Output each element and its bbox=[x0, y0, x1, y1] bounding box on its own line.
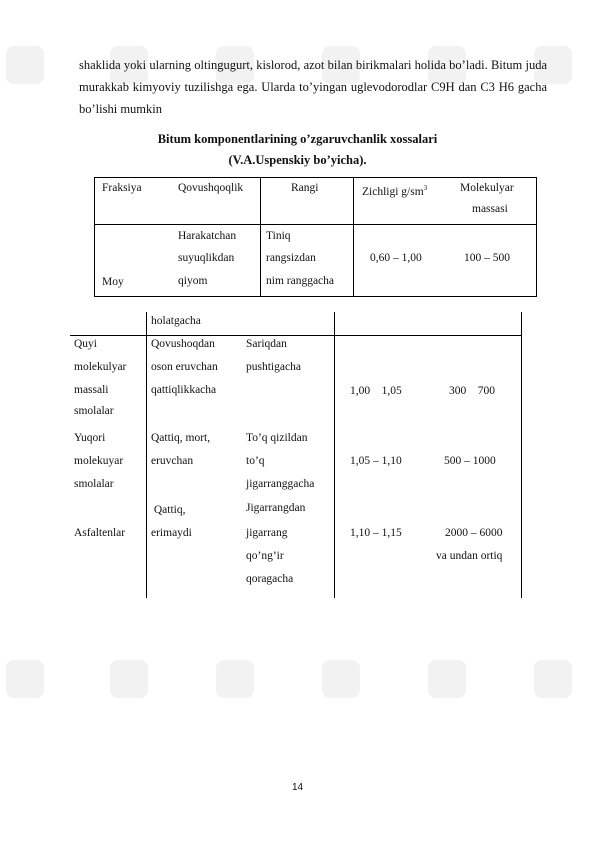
properties-table-continuation bbox=[70, 312, 522, 598]
row2-qov-1: Qattiq, mort, bbox=[151, 432, 211, 444]
row3-qov-2: erimaydi bbox=[151, 527, 192, 539]
row1-zichlik: 1,00 1,05 bbox=[350, 385, 402, 397]
row2-name-2: molekuyar bbox=[74, 455, 124, 467]
row2-name-1: Yuqori bbox=[74, 432, 106, 444]
row3-rang-3: qo’ng’ir bbox=[246, 550, 284, 562]
watermark-square bbox=[428, 660, 466, 698]
row1-qov-1: Qovushoqdan bbox=[151, 338, 215, 350]
cell-holatgacha: holatgacha bbox=[151, 315, 201, 327]
table-column-divider bbox=[260, 178, 261, 296]
table-column-divider bbox=[521, 312, 522, 598]
page-number: 14 bbox=[291, 782, 304, 793]
row-moy-qov-3: qiyom bbox=[178, 275, 208, 287]
row3-rang-2: jigarrang bbox=[246, 527, 288, 539]
properties-table-top bbox=[94, 177, 537, 297]
row2-rang-2: to’q bbox=[246, 455, 265, 467]
row1-qov-2: oson eruvchan bbox=[151, 361, 218, 373]
watermark-square bbox=[110, 660, 148, 698]
row-moy-massa: 100 – 500 bbox=[464, 252, 510, 264]
row3-rang-4: qoragacha bbox=[246, 573, 294, 585]
row1-name-1: Quyi bbox=[74, 338, 97, 350]
header-massasi: massasi bbox=[472, 203, 508, 215]
row-moy-rang-3: nim ranggacha bbox=[266, 275, 335, 287]
row3-rang-1: Jigarrangdan bbox=[246, 502, 306, 514]
row3-name-1: Asfaltenlar bbox=[74, 527, 126, 539]
row1-name-4: smolalar bbox=[74, 405, 114, 417]
watermark-square bbox=[6, 660, 44, 698]
watermark-square bbox=[534, 660, 572, 698]
table-row-divider bbox=[70, 335, 522, 336]
row3-massa-note: va undan ortiq bbox=[436, 550, 503, 562]
row1-rang-2: pushtigacha bbox=[246, 361, 301, 373]
row3-massa: 2000 – 6000 bbox=[445, 527, 503, 539]
watermark-square bbox=[322, 660, 360, 698]
row2-name-3: smolalar bbox=[74, 478, 114, 490]
row1-massa: 300 700 bbox=[449, 385, 495, 397]
table-row-divider bbox=[95, 224, 536, 225]
intro-paragraph: shaklida yoki ularning oltingugurt, kislorod, azot bilan birikmalari holida bo’ladi. Bitum juda murakkab kimyoviy tuzilishga ega. Ularda to’yingan uglevodorodlar C9H dan C3 H6 gacha bo’lishi mumkin bbox=[79, 58, 547, 116]
row-moy-qov-2: suyuqlikdan bbox=[178, 252, 235, 264]
row2-massa: 500 – 1000 bbox=[444, 455, 496, 467]
row2-qov-2: eruvchan bbox=[151, 455, 194, 467]
row2-rang-1: To’q qizildan bbox=[246, 432, 308, 444]
row1-name-2: molekulyar bbox=[74, 361, 127, 373]
table-column-divider bbox=[353, 178, 354, 296]
row3-zichlik: 1,10 – 1,15 bbox=[350, 527, 402, 539]
table-subtitle: (V.A.Uspenskiy bo’yicha). bbox=[228, 153, 367, 167]
row-moy-rang-2: rangsizdan bbox=[266, 252, 316, 264]
table-title: Bitum komponentlarining o’zgaruvchanlik xossalari bbox=[157, 132, 438, 146]
watermark-square bbox=[6, 46, 44, 84]
watermark-square bbox=[216, 660, 254, 698]
table-column-divider bbox=[146, 312, 147, 598]
header-rangi: Rangi bbox=[291, 182, 319, 194]
table-column-divider bbox=[334, 312, 335, 598]
row1-qov-3: qattiqlikkacha bbox=[151, 384, 217, 396]
row-moy-zichlik: 0,60 – 1,00 bbox=[370, 252, 422, 264]
header-zichlik-unit-exponent: 3 bbox=[423, 184, 428, 192]
header-zichlik bbox=[362, 180, 427, 201]
row1-rang-1: Sariqdan bbox=[246, 338, 287, 350]
row-moy-rang-1: Tiniq bbox=[266, 230, 291, 242]
row3-qov-1: Qattiq, bbox=[151, 504, 186, 516]
row-moy-qov-1: Harakatchan bbox=[178, 230, 237, 242]
row1-name-3: massali bbox=[74, 384, 109, 396]
row-moy-name: Moy bbox=[102, 276, 124, 288]
row2-rang-3: jigarranggacha bbox=[246, 478, 315, 490]
row2-zichlik: 1,05 – 1,10 bbox=[350, 455, 402, 467]
header-molekulyar: Molekulyar bbox=[460, 182, 514, 194]
header-zichlik-text: Zichligi g/sm bbox=[362, 185, 424, 198]
header-qovushqoqlik: Qovushqoqlik bbox=[178, 182, 244, 194]
header-fraksiya: Fraksiya bbox=[102, 182, 142, 194]
